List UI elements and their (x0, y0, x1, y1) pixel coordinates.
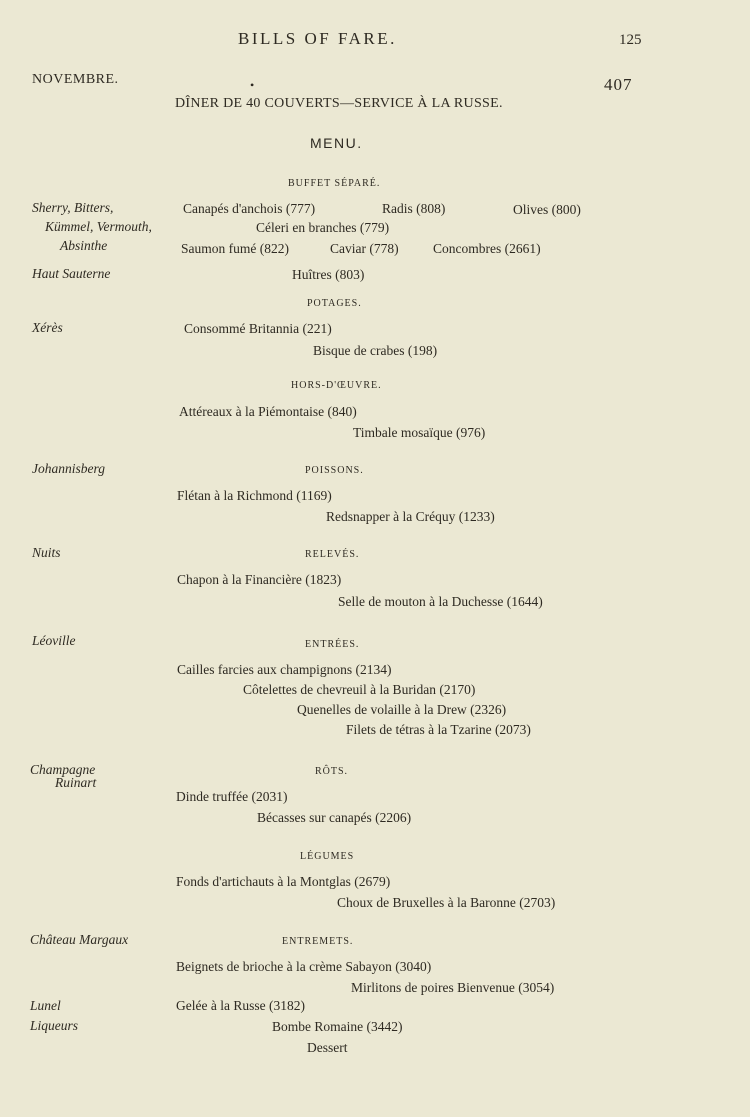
dish-selle: Selle de mouton à la Duchesse (1644) (338, 594, 543, 609)
dish-celeri: Céleri en branches (779) (256, 220, 390, 235)
dish-cailles: Cailles farcies aux champignons (2134) (177, 662, 392, 677)
dish-beignets: Beignets de brioche à la crème Sabayon (3040) (176, 959, 432, 974)
menu-title: DÎNER DE 40 COUVERTS—SERVICE À LA RUSSE. (175, 96, 503, 111)
section-title-releves: RELEVÉS. (305, 549, 360, 560)
wine-liqueurs: Liqueurs (30, 1018, 79, 1033)
menu-number: 407 (604, 75, 633, 94)
section-title-rots: RÔTS. (315, 766, 349, 777)
ink-speck: • (250, 78, 255, 92)
dish-saumon: Saumon fumé (822) (181, 241, 289, 256)
dish-caviar: Caviar (778) (330, 241, 399, 256)
wine-sherry-bitters: Sherry, Bitters, (32, 200, 114, 215)
dish-consomme: Consommé Britannia (221) (184, 321, 332, 336)
dish-chapon: Chapon à la Financière (1823) (177, 572, 342, 587)
dish-concombres: Concombres (2661) (433, 241, 541, 256)
section-title-buffet: BUFFET SÉPARÉ. (288, 178, 381, 189)
wine-haut-sauterne: Haut Sauterne (32, 266, 111, 281)
dish-huitres: Huîtres (803) (292, 267, 365, 282)
dish-becasses: Bécasses sur canapés (2206) (257, 810, 412, 825)
dish-canapes: Canapés d'anchois (777) (183, 201, 316, 216)
dish-bisque: Bisque de crabes (198) (313, 343, 438, 358)
dish-radis: Radis (808) (382, 201, 446, 216)
section-title-hors-doeuvre: HORS-D'ŒUVRE. (291, 380, 382, 391)
wine-lunel: Lunel (30, 998, 61, 1013)
wine-nuits: Nuits (32, 545, 61, 560)
dish-choux: Choux de Bruxelles à la Baronne (2703) (337, 895, 556, 910)
dish-gelee: Gelée à la Russe (3182) (176, 998, 305, 1013)
wine-ruinart: Ruinart (55, 775, 97, 790)
wine-champagne: Champagne (30, 762, 96, 777)
wine-xeres: Xérès (32, 320, 63, 335)
page-number: 125 (619, 32, 642, 48)
wine-johannisberg: Johannisberg (32, 461, 105, 476)
section-title-poissons: POISSONS. (305, 465, 364, 476)
section-title-entrees: ENTRÉES. (305, 639, 360, 650)
dish-timbale: Timbale mosaïque (976) (353, 425, 486, 440)
wine-leoville: Léoville (32, 633, 76, 648)
dish-mirlitons: Mirlitons de poires Bienvenue (3054) (351, 980, 555, 995)
menu-month: NOVEMBRE. (32, 72, 119, 87)
wine-chateau-margaux: Château Margaux (30, 932, 129, 947)
wine-absinthe: Absinthe (60, 238, 108, 253)
section-title-potages: POTAGES. (307, 298, 362, 309)
dish-fonds: Fonds d'artichauts à la Montglas (2679) (176, 874, 391, 889)
menu-heading: MENU. (310, 135, 363, 151)
dish-fletan: Flétan à la Richmond (1169) (177, 488, 332, 503)
wine-kummel-vermouth: Kümmel, Vermouth, (45, 219, 152, 234)
dish-bombe: Bombe Romaine (3442) (272, 1019, 403, 1034)
dish-dinde: Dinde truffée (2031) (176, 789, 288, 804)
dish-cotelettes: Côtelettes de chevreuil à la Buridan (2170) (243, 682, 476, 697)
running-title: BILLS OF FARE. (238, 29, 397, 48)
dish-redsnapper: Redsnapper à la Créquy (1233) (326, 509, 495, 524)
dish-quenelles: Quenelles de volaille à la Drew (2326) (297, 702, 507, 717)
dish-olives: Olives (800) (513, 202, 581, 217)
dish-attereaux: Attéreaux à la Piémontaise (840) (179, 404, 357, 419)
dish-dessert: Dessert (307, 1040, 348, 1055)
section-title-legumes: LÉGUMES (300, 851, 355, 862)
dish-filets: Filets de tétras à la Tzarine (2073) (346, 722, 531, 737)
section-title-entremets: ENTREMETS. (282, 936, 354, 947)
